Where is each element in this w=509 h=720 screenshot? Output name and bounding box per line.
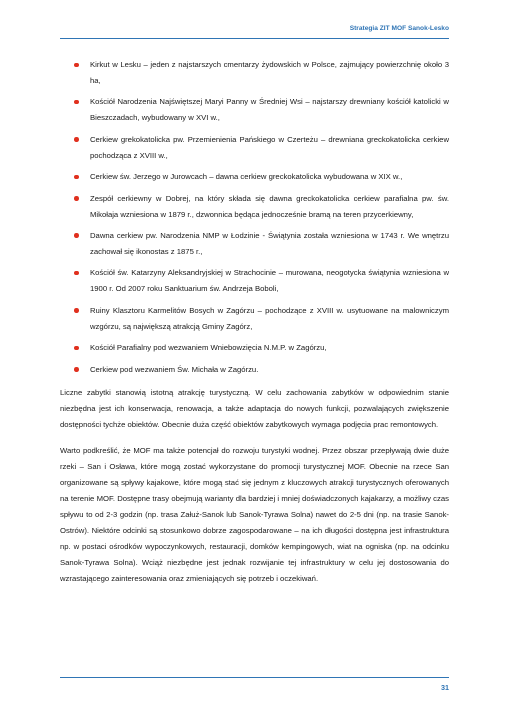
list-item: [60, 132, 449, 164]
list-item: [60, 228, 449, 260]
list-item: [60, 57, 449, 89]
list-item: [60, 362, 449, 378]
page-footer: [60, 677, 449, 690]
page-number: 31: [441, 683, 449, 692]
list-item-text: Kościół Narodzenia Najświętszej Maryi Panny w Średniej Wsi – najstarszy drewniany kościół katolicki w Bieszczadach, wybudowany w XVI w.,: [90, 97, 449, 123]
bullet-icon: [74, 137, 79, 142]
body-text: [60, 385, 449, 588]
list-item-text: Cerkiew grekokatolicka pw. Przemienienia Pańskiego w Czerteżu – drewniana greckokatolicka cerkiew pochodząca z XVIII w.,: [90, 134, 449, 160]
bullet-icon: [74, 233, 79, 238]
bullet-icon: [74, 63, 79, 68]
list-item: [60, 169, 449, 185]
page-header: [60, 24, 449, 39]
list-item-text: Ruiny Klasztoru Karmelitów Bosych w Zagórzu – pochodzące z XVIII w. usytuowane na malowniczym wzgórzu, są największą atrakcją Gminy Zagórz,: [90, 305, 449, 331]
list-item-text: Cerkiew pod wezwaniem Św. Michała w Zagórzu.: [90, 364, 259, 374]
bullet-icon: [74, 367, 79, 372]
list-item-text: Cerkiew św. Jerzego w Jurowcach – dawna cerkiew greckokatolicka wybudowana w XIX w.,: [90, 172, 403, 182]
header-title: Strategia ZIT MOF Sanok-Lesko: [349, 25, 449, 32]
list-item: [60, 303, 449, 335]
bullet-icon: [74, 175, 79, 180]
list-item: [60, 191, 449, 223]
paragraph-water-tourism: Warto podkreślić, że MOF ma także potencjał do rozwoju turystyki wodnej. Przez obszar przepływają dwie duże rzeki – San i Osława, które mogą zostać wykorzystane do promocji turystycznej MOF. Obecnie na rzece San organizowane są spływy kajakowe, które mogą stać się jednym z kluczowych atrakcji turystycznych oferowanych na terenie MOF. Dostępne trasy obejmują warianty dla bardziej i mniej doświadczonych kajakarzy, a możliwy czas spływu to od 2-3 godzin (np. trasa Załuż-Sanok lub Sanok-Tyrawa Solna) nawet do 2-5 dni (np. na trasie Sanok-Ostrów). Niektóre odcinki są stosunkowo dobrze zagospodarowane – na ich długości dostępna jest infrastruktura np. w postaci ośrodków wypoczynkowych, restauracji, domków kempingowych, wiat na ogniska (np. na odcinku Sanok-Tyrawa Solna). Wciąż niezbędne jest jednak rozwijanie tej infrastruktury w celu jej dostosowania do wzrastającego zainteresowania oraz zmieniających się potrzeb i oczekiwań.: [60, 446, 449, 584]
paragraph-heritage: Liczne zabytki stanowią istotną atrakcję turystyczną. W celu zachowania zabytków w odpowiednim stanie niezbędna jest ich konserwacja, renowacja, a także adaptacja do nowych funkcji, pozwalających zwiększenie dostępności tychże obiektów. Obecnie duża część obiektów zabytkowych wymaga podjęcia prac remontowych.: [60, 387, 449, 429]
list-item-text: Dawna cerkiew pw. Narodzenia NMP w Łodzinie - Świątynia została wzniesiona w 1743 r. We wnętrzu zachował się ikonostas z 1875 r.,: [90, 230, 449, 256]
list-item: [60, 340, 449, 356]
list-item-text: Zespół cerkiewny w Dobrej, na który składa się dawna greckokatolicka cerkiew parafialna pw. św. Mikołaja wzniesiona w 1879 r., dzwonnica będąca jednocześnie bramą na teren przycerkiewny,: [90, 193, 449, 219]
bullet-icon: [74, 100, 79, 105]
monument-list: [60, 57, 449, 378]
list-item-text: Kirkut w Lesku – jeden z najstarszych cmentarzy żydowskich w Polsce, zajmujący powierzchnię około 3 ha,: [90, 60, 449, 85]
list-item-text: Kościół Parafialny pod wezwaniem Wniebowzięcia N.M.P. w Zagórzu,: [90, 343, 327, 353]
list-item-text: Kościół św. Katarzyny Aleksandryjskiej w Strachocinie – murowana, neogotycka świątynia wzniesiona w 1900 r. Od 2007 roku Sanktuarium św. Andrzeja Boboli,: [90, 268, 449, 294]
bullet-icon: [74, 271, 79, 276]
bullet-icon: [74, 346, 79, 351]
page-content: [60, 57, 449, 587]
bullet-icon: [74, 196, 79, 201]
list-item: [60, 94, 449, 126]
bullet-icon: [74, 308, 79, 313]
list-item: [60, 265, 449, 297]
